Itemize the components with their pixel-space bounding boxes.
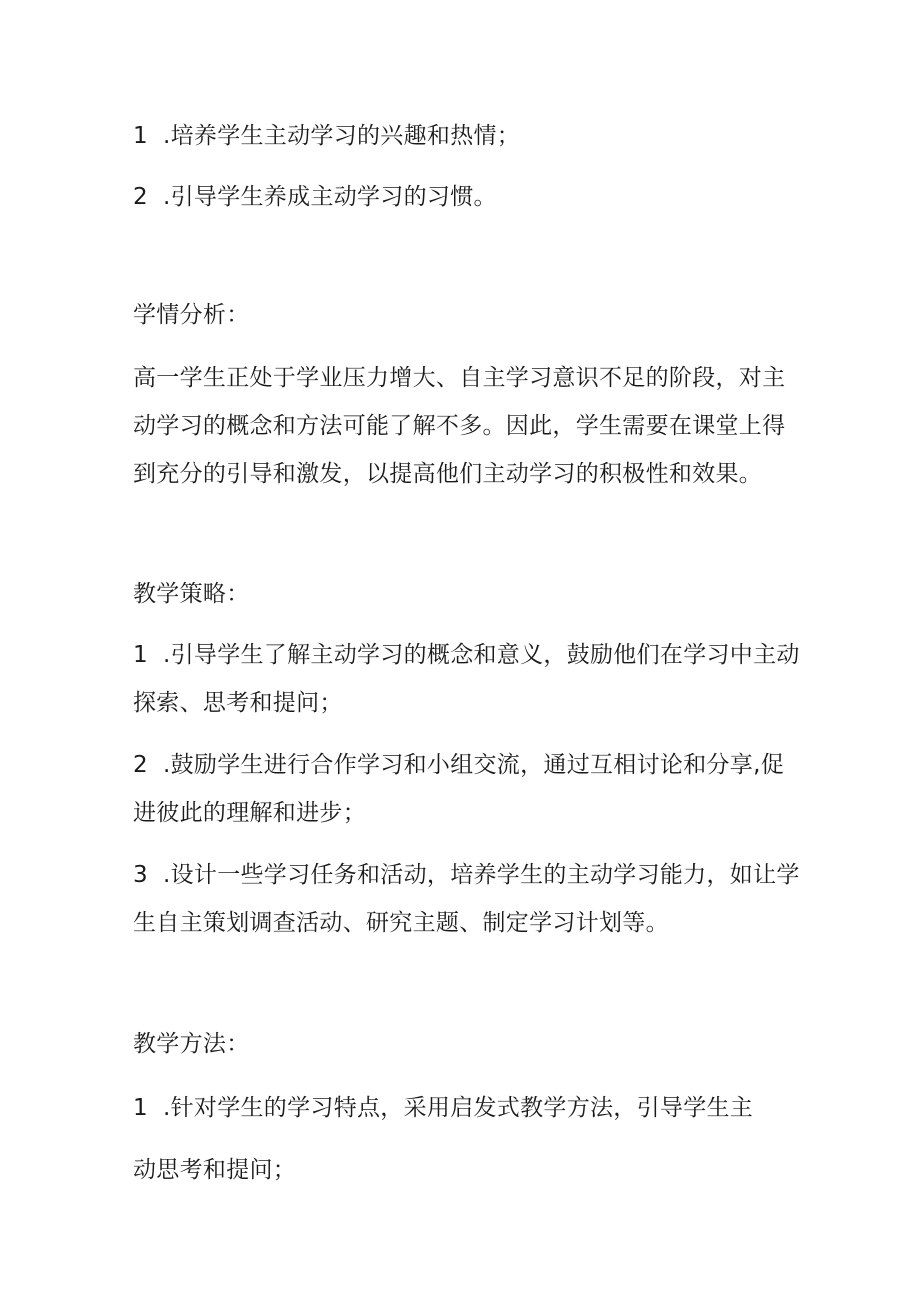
item-text: .培养学生主动学习的兴趣和热情； [163,123,521,149]
item-text: .引导学生了解主动学习的概念和意义，鼓励他们在学习中主动 [163,642,800,668]
method-item-1-continuation: 动思考和提问； [133,1157,297,1183]
section-heading-method: 教学方法： [133,1031,250,1057]
item-text: .引导学生养成主动学习的习惯。 [163,184,497,210]
section-heading-strategy: 教学策略： [133,581,250,607]
item-number: 1 [133,642,148,668]
strategy-item-1-continuation: 探索、思考和提问； [133,690,343,716]
paragraph-line: 动学习的概念和方法可能了解不多。因此，学生需要在课堂上得 [133,413,786,439]
method-item-1 [133,1093,753,1123]
item-number: 2 [133,184,148,210]
item-number: 1 [133,123,148,149]
item-number: 1 [133,1095,148,1121]
item-number: 2 [133,752,148,778]
objective-item-1 [133,121,520,151]
strategy-item-3-continuation: 生自主策划调查活动、研究主题、制定学习计划等。 [133,910,669,936]
item-number: 3 [133,862,148,888]
strategy-item-2 [133,750,784,780]
strategy-item-1 [133,640,800,670]
item-text: .设计一些学习任务和活动，培养学生的主动学习能力，如让学 [163,862,800,888]
strategy-item-2-continuation: 进彼此的理解和进步； [133,800,366,826]
strategy-item-3 [133,860,800,890]
paragraph-line: 高一学生正处于学业压力增大、自主学习意识不足的阶段，对主 [133,365,786,391]
paragraph-line: 到充分的引导和激发，以提高他们主动学习的积极性和效果。 [133,461,763,487]
item-text: .鼓励学生进行合作学习和小组交流，通过互相讨论和分享,促 [163,752,785,778]
item-text: .针对学生的学习特点，采用启发式教学方法，引导学生主 [163,1095,754,1121]
objective-item-2 [133,182,497,212]
section-heading-analysis: 学情分析： [133,302,250,328]
